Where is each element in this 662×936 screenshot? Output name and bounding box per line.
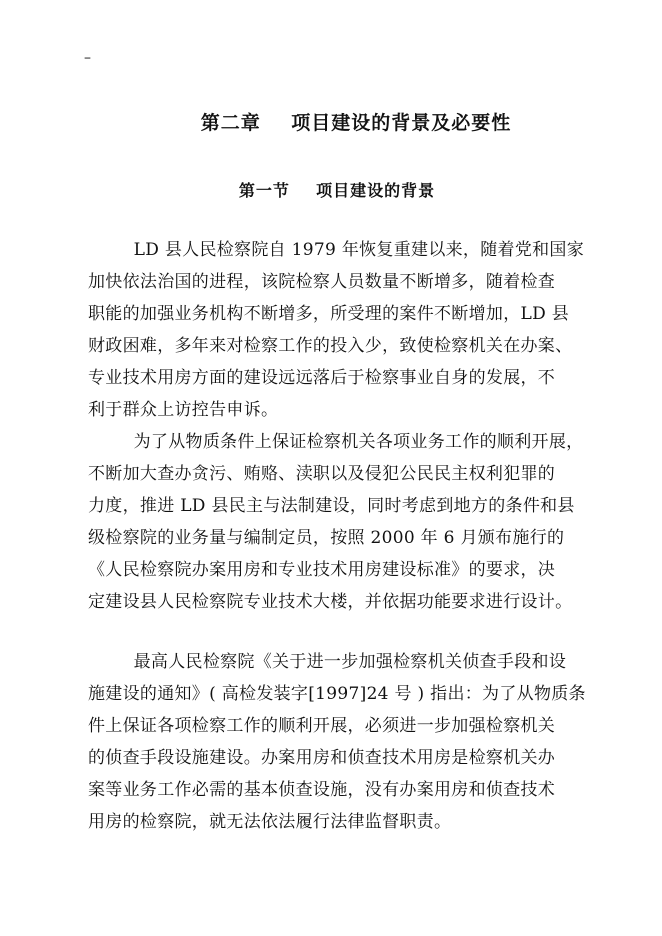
paragraph-line: 定建设县人民检察院专业技术大楼，并依据功能要求进行设计。 (88, 592, 573, 612)
paragraph-1 (88, 234, 588, 426)
paragraph-line: 《人民检察院办案用房和专业技术用房建设标准》的要求，决 (88, 560, 556, 580)
paragraph-line: 专业技术用房方面的建设远远落后于检察事业自身的发展，不 (88, 368, 556, 388)
paragraph-line: LD 县人民检察院自 1979 年恢复重建以来，随着党和国家 (88, 240, 585, 260)
paragraph-line: 加快依法治国的进程，该院检察人员数量不断增多，随着检查 (88, 272, 556, 292)
paragraph-line: 用房的检察院，就无法依法履行法律监督职责。 (88, 812, 452, 832)
paragraph-line: 件上保证各项检察工作的顺利开展，必须进一步加强检察机关 (88, 716, 556, 736)
paragraph-line: 为了从物质条件上保证检察机关各项业务工作的顺利开展， (88, 432, 584, 452)
paragraph-2 (88, 426, 588, 618)
paragraph-line: 最高人民检察院《关于进一步加强检察机关侦查手段和设 (88, 652, 567, 672)
paragraph-line: 级检察院的业务量与编制定员，按照 2000 年 6 月颁布施行的 (88, 528, 565, 548)
paragraph-line: 施建设的通知》( 高检发装字[1997]24 号 ) 指出：为了从物质条 (88, 684, 586, 704)
paragraph-line: 利于群众上访控告申诉。 (88, 400, 279, 420)
paragraph-3 (88, 646, 588, 838)
paragraph-line: 力度，推进 LD 县民主与法制建设，同时考虑到地方的条件和县 (88, 496, 575, 516)
paragraph-line: 职能的加强业务机构不断增多，所受理的案件不断增加，LD 县 (88, 304, 570, 324)
paragraph-line: 案等业务工作必需的基本侦查设施，没有办案用房和侦查技术 (88, 780, 556, 800)
paragraph-line: 不断加大查办贪污、贿赂、渎职以及侵犯公民民主权利犯罪的 (88, 464, 556, 484)
paragraph-line: 的侦查手段设施建设。办案用房和侦查技术用房是检察机关办 (88, 748, 556, 768)
chapter-title: 第二章 项目建设的背景及必要性 (200, 112, 512, 134)
paragraph-line: 财政困难，多年来对检察工作的投入少，致使检察机关在办案、 (88, 336, 573, 356)
corner-mark: – (84, 50, 91, 66)
body-block-secondary (88, 646, 588, 838)
section-title: 第一节 项目建设的背景 (238, 181, 436, 200)
body-block-main (88, 234, 588, 618)
